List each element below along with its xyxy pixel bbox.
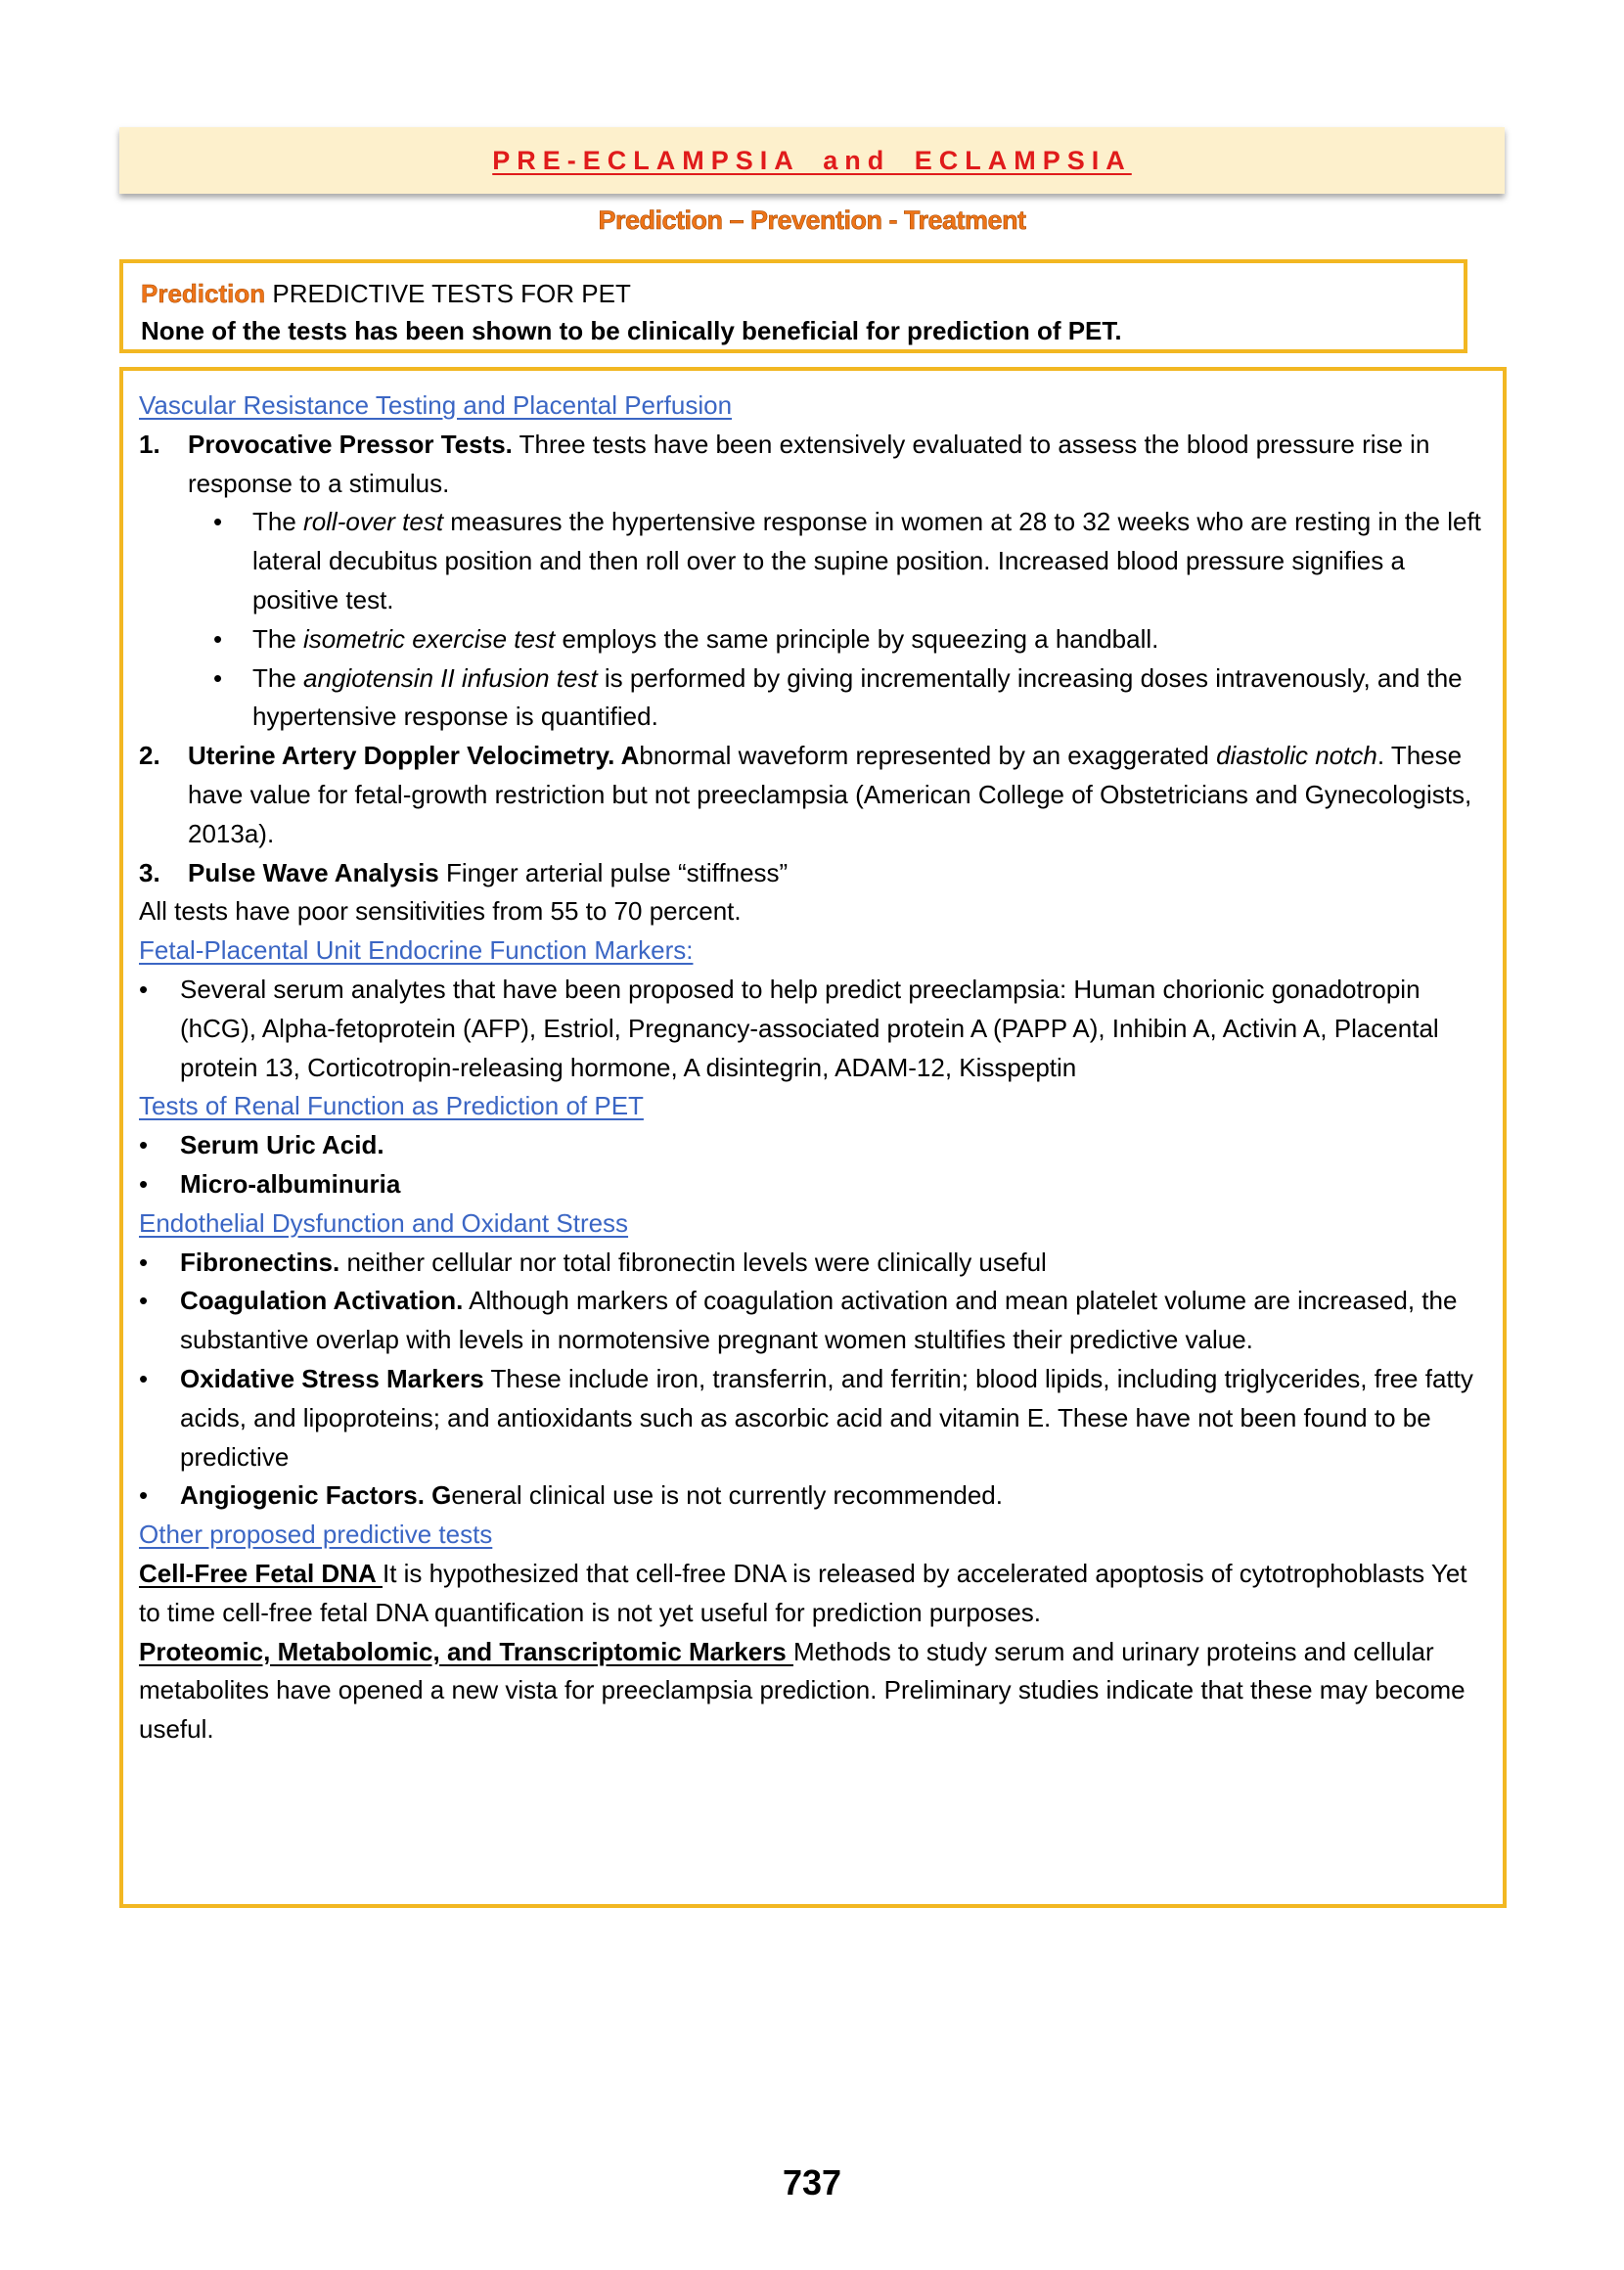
emphasis: roll-over test [303,507,444,537]
bullet-icon: • [139,1480,149,1511]
text-fragment: The [252,662,304,693]
bullet-text [180,1476,1487,1516]
list-item-body: Finger arterial pulse “stiffness” [438,857,789,887]
bullet-icon: • [139,1168,149,1199]
paragraph-body: Methods to study serum and urinary proteins and cellular metabolites have opened a new vista for preeclampsia prediction. Preliminary studies indicate that these may become useful. [139,1636,1466,1745]
bullet-icon: • [139,1130,149,1160]
bullet-item [139,1126,1487,1165]
bullet-icon: • [139,1363,149,1393]
bullet-title: Angiogenic Factors. G [180,1480,452,1511]
text-fragment: is performed by giving incrementally increasing doses intravenously, and the hypertensive response is quantified. [252,662,1463,732]
sub-item-text [252,659,1487,738]
list-number: 2. [139,741,160,771]
bullet-text: Micro-albuminuria [180,1168,401,1199]
prediction-title: PREDICTIVE TESTS FOR PET [265,279,631,308]
bullet-icon: • [213,662,223,693]
page-subtitle: Prediction – Prevention - Treatment [598,205,1026,235]
paragraph-cell-free-dna [139,1555,1487,1633]
sub-item-text [252,503,1487,619]
bullet-text: Several serum analytes that have been proposed to help predict preeclampsia: Human chorionic gonadotropin (hCG), Alpha-fetoprotein (AFP), Estriol, Pregnancy-associated protein A (PAPP A), Inhibin A, Activin A, Placental protein 13, Corticotropin-releasing hormone, A disintegrin, ADAM-12, Kisspeptin [180,974,1439,1082]
page-number: 737 [782,2162,842,2202]
emphasis: angiotensin II infusion test [303,662,598,693]
sub-item-text [252,620,1487,659]
list-item-text [188,426,1487,504]
text-fragment: bnormal waveform represented by an exaggerated [639,741,1217,771]
bullet-icon: • [139,1286,149,1316]
section-heading-other: Other proposed predictive tests [139,1520,493,1550]
bullet-text: Serum Uric Acid. [180,1130,384,1160]
sub-list-item [139,659,1487,738]
page-title: PRE-ECLAMPSIA and ECLAMPSIA [492,145,1132,175]
bullet-title: Coagulation Activation. [180,1286,464,1316]
emphasis: isometric exercise test [303,623,556,654]
prediction-box [119,259,1467,353]
text-fragment: employs the same principle by squeezing a handball. [555,623,1159,654]
bullet-item [139,1476,1487,1516]
list-item-text [188,737,1487,853]
emphasis: diastolic notch [1216,741,1377,771]
bullet-icon: • [139,1247,149,1277]
bullet-text [180,1244,1487,1283]
list-number: 1. [139,429,160,459]
text-fragment: Although markers of coagulation activation and mean platelet volume are increased, the substantive overlap with levels in normotensive pregnant women stultifies their predictive value. [180,1286,1458,1355]
section-heading-vascular: Vascular Resistance Testing and Placental Perfusion [139,390,733,420]
list-item-title: Uterine Artery Doppler Velocimetry. A [188,741,640,771]
list-item-title: Provocative Pressor Tests. [188,429,513,459]
bullet-title: Fibronectins. [180,1247,340,1277]
text-fragment: . These have value for fetal-growth restriction but not preeclampsia (American College of Obstetricians and Gynecologists, 2013a). [188,741,1472,848]
bullet-item [139,971,1487,1087]
list-item-text [188,854,1487,893]
section-heading-endocrine: Fetal-Placental Unit Endocrine Function Markers: [139,935,694,966]
bullet-icon: • [213,623,223,654]
prediction-note: None of the tests has been shown to be clinically beneficial for prediction of PET. [141,316,1122,345]
text-fragment: These include iron, transferrin, and ferritin; blood lipids, including triglycerides, free fatty acids, and lipoproteins; and antioxidants such as ascorbic acid and vitamin E. These have not been found to be predictive [180,1363,1473,1472]
title-banner [119,127,1505,194]
prediction-heading [141,275,1446,312]
paragraph-body: It is hypothesized that cell-free DNA is released by accelerated apoptosis of cytotrophoblasts Yet to time cell-free fetal DNA quantification is not yet useful for prediction purposes. [139,1558,1467,1627]
bullet-item [139,1282,1487,1360]
list-item-body: Three tests have been extensively evaluated to assess the blood pressure rise in response to a stimulus. [188,429,1430,498]
bullet-icon: • [139,974,149,1004]
main-content-box [119,367,1507,1908]
bullet-text [180,1360,1487,1476]
paragraph-title: Cell-Free Fetal DNA [139,1558,383,1588]
text-fragment: eneral clinical use is not currently recommended. [451,1480,1003,1511]
list-item [139,426,1487,504]
section-heading-renal: Tests of Renal Function as Prediction of PET [139,1091,644,1121]
text-fragment: measures the hypertensive response in women at 28 to 32 weeks who are resting in the left lateral decubitus position and then roll over to the supine position. Increased blood pressure signifies a positive test. [252,507,1481,614]
bullet-item [139,1244,1487,1283]
bullet-text [180,1282,1487,1360]
text-fragment: neither cellular nor total fibronectin levels were clinically useful [339,1247,1047,1277]
bullet-item [139,1165,1487,1204]
text-fragment: The [252,507,304,537]
bullet-item [139,1360,1487,1476]
list-item-title: Pulse Wave Analysis [188,857,439,887]
bullet-title: Oxidative Stress Markers [180,1363,484,1393]
paragraph-title: Proteomic, Metabolomic, and Transcriptomic Markers [139,1636,793,1666]
sub-list-item [139,620,1487,659]
text-fragment: The [252,623,304,654]
bullet-icon: • [213,507,223,537]
list-item [139,854,1487,893]
sub-list-item [139,503,1487,619]
paragraph-proteomic [139,1633,1487,1749]
list-item [139,737,1487,853]
list-number: 3. [139,857,160,887]
section-heading-endothelial: Endothelial Dysfunction and Oxidant Stress [139,1207,629,1238]
summary-text: All tests have poor sensitivities from 55 to 70 percent. [139,896,742,927]
prediction-tag: Prediction [141,279,266,308]
